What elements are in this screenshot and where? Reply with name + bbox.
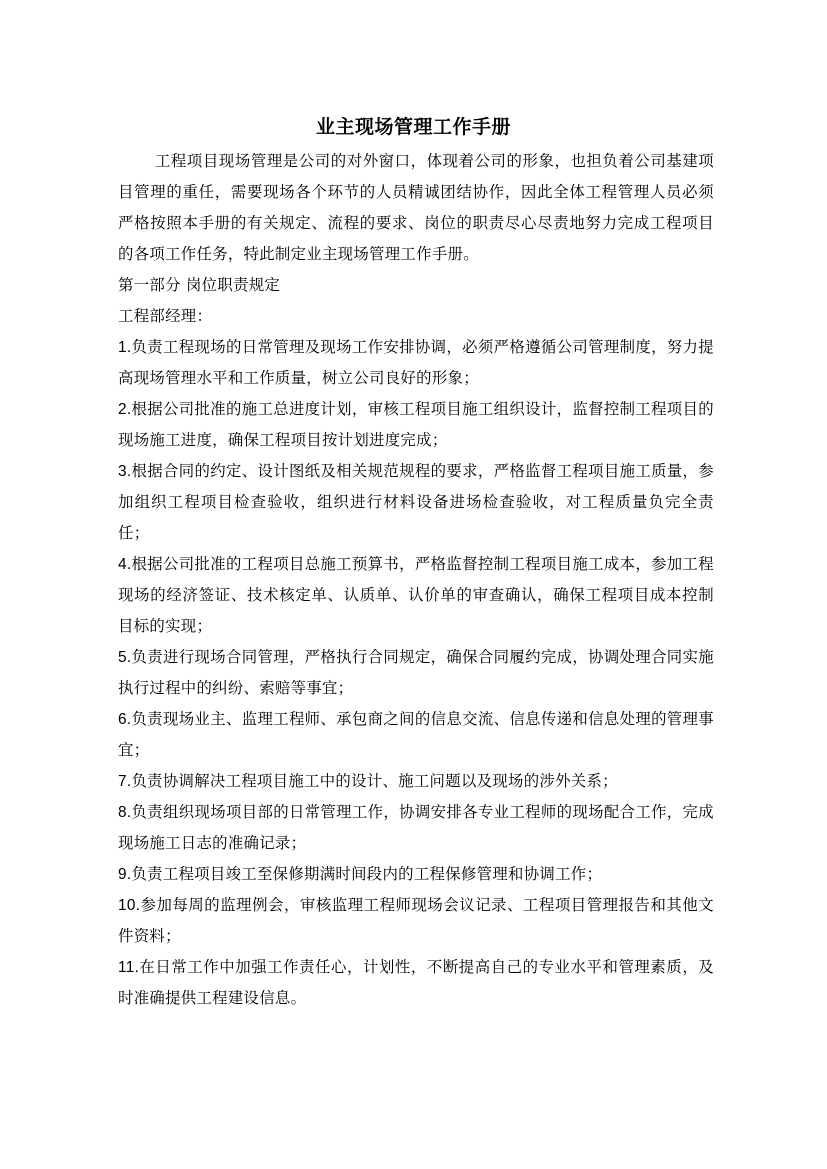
item-text: 负责协调解决工程项目施工中的设计、施工问题以及现场的涉外关系； [131, 772, 618, 790]
section-heading: 第一部分 岗位职责规定 [118, 276, 281, 294]
item-number: 5. [118, 649, 132, 666]
list-item [118, 549, 714, 642]
item-number: 2. [118, 401, 132, 418]
item-number: 3. [118, 463, 132, 480]
list-item [118, 952, 714, 1014]
item-text: 在日常工作中加强工作责任心，计划性，不断提高自己的专业水平和管理素质，及时准确提供工程建设信息。 [118, 958, 714, 1007]
document-body [118, 146, 714, 1014]
item-text: 根据公司批准的工程项目总施工预算书，严格监督控制工程项目施工成本，参加工程现场的经济签证、技术核定单、认质单、认价单的审查确认，确保工程项目成本控制目标的实现； [118, 555, 714, 635]
item-text: 根据合同的约定、设计图纸及相关规范规程的要求，严格监督工程项目施工质量，参加组织工程项目检查验收，组织进行材料设备进场检查验收，对工程质量负完全责任； [118, 462, 714, 542]
item-text: 根据公司批准的施工总进度计划，审核工程项目施工组织设计，监督控制工程项目的现场施工进度，确保工程项目按计划进度完成； [118, 400, 714, 449]
item-text: 负责组织现场项目部的日常管理工作，协调安排各专业工程师的现场配合工作，完成现场施工日志的准确记录； [118, 803, 714, 852]
list-item [118, 332, 714, 394]
list-item [118, 890, 714, 952]
item-text: 负责工程项目竣工至保修期满时间段内的工程保修管理和协调工作； [131, 865, 603, 883]
item-number: 8. [118, 804, 132, 821]
list-item [118, 642, 714, 704]
item-text: 负责工程现场的日常管理及现场工作安排协调，必须严格遵循公司管理制度，努力提高现场管理水平和工作质量，树立公司良好的形象； [118, 338, 714, 387]
item-number: 9. [118, 866, 132, 883]
list-item [118, 859, 714, 890]
item-number: 6. [118, 711, 132, 728]
item-number: 7. [118, 773, 132, 790]
item-number: 1. [118, 339, 132, 356]
list-item [118, 456, 714, 549]
list-item [118, 704, 714, 766]
item-text: 负责现场业主、监理工程师、承包商之间的信息交流、信息传递和信息处理的管理事宜； [118, 710, 714, 759]
item-text: 参加每周的监理例会，审核监理工程师现场会议记录、工程项目管理报告和其他文件资料； [118, 896, 714, 945]
page-title: 业主现场管理工作手册 [315, 116, 511, 138]
role-heading: 工程部经理： [118, 307, 213, 325]
item-number: 4. [118, 556, 132, 573]
item-number: 11. [118, 959, 140, 976]
list-item [118, 394, 714, 456]
list-item [118, 766, 714, 797]
list-item [118, 797, 714, 859]
intro-paragraph: 工程项目现场管理是公司的对外窗口，体现着公司的形象，也担负着公司基建项目管理的重任，需要现场各个环节的人员精诚团结协作，因此全体工程管理人员必须严格按照本手册的有关规定、流程的要求、岗位的职责尽心尽责地努力完成工程项目的各项工作任务，特此制定业主现场管理工作手册。 [118, 152, 714, 263]
item-number: 10. [118, 897, 141, 914]
item-text: 负责进行现场合同管理，严格执行合同规定，确保合同履约完成，协调处理合同实施执行过程中的纠纷、索赔等事宜； [118, 648, 714, 697]
